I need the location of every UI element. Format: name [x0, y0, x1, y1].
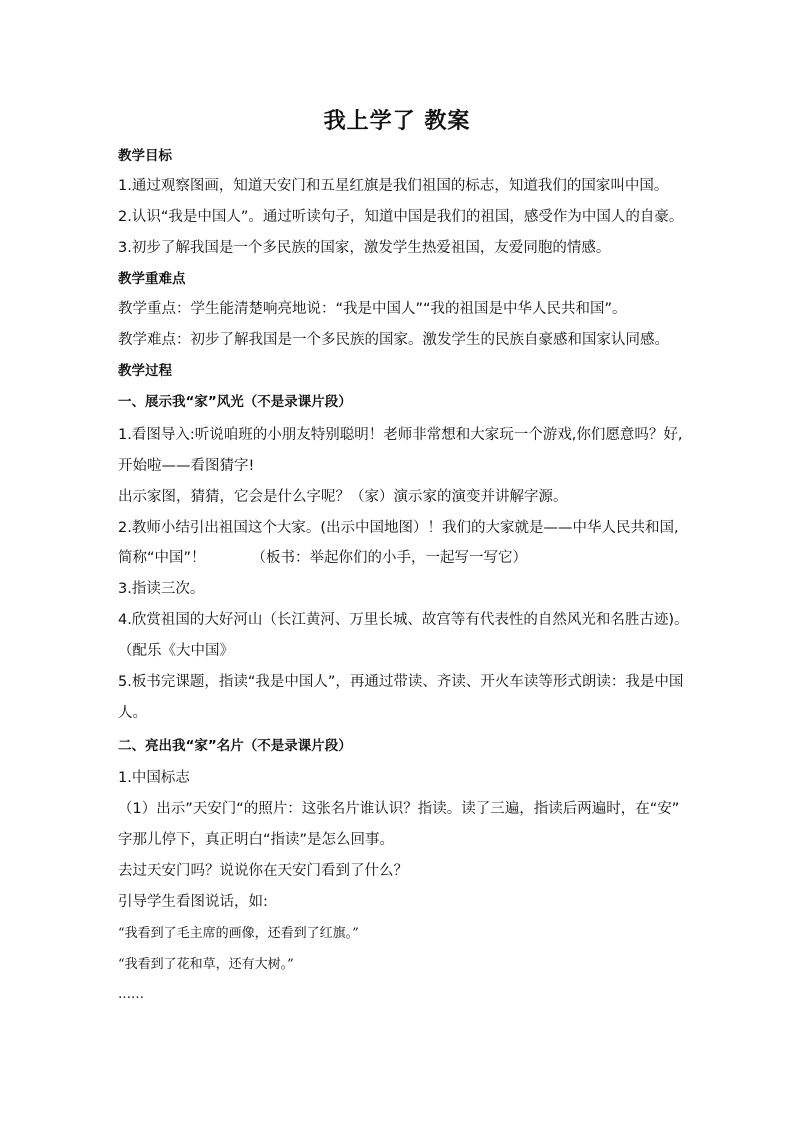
part1-line: 2.教师小结引出祖国这个大家。(出示中国地图）！我们的大家就是——中华人民共和国, [118, 520, 679, 536]
part1-line: 人。 [118, 705, 147, 721]
part2-line: （1）出示”天安门“的照片：这张名片谁认识？指读。读了三遍，指读后两遍时，在“安” [118, 801, 680, 817]
part2-line: 字那儿停下，真正明白“指读”是怎么回事。 [118, 832, 395, 848]
part1-line: 出示家图，猜猜，它会是什么字呢？（家）演示家的演变并讲解字源。 [118, 489, 568, 505]
goal-item: 1.通过观察图画，知道天安门和五星红旗是我们祖国的标志，知道我们的国家叫中国。 [118, 178, 669, 194]
part2-line: 1.中国标志 [118, 770, 190, 786]
focus-item: 教学难点：初步了解我国是一个多民族的国家。激发学生的民族自豪感和国家认同感。 [118, 332, 669, 348]
part2-line: 去过天安门吗？说说你在天安门看到了什么？ [118, 863, 408, 879]
focus-item: 教学重点：学生能清楚响亮地说：“我是中国人”“我的祖国是中华人民共和国”。 [118, 301, 627, 317]
goals-heading: 教学目标 [118, 148, 172, 164]
part1-line: 5.板书完课题，指读“我是中国人”，再通过带读、齐读、开火车读等形式朗读：我是中国 [118, 674, 684, 690]
part2-quote: “我看到了毛主席的画像，还看到了红旗。” [118, 926, 359, 941]
process-heading: 教学过程 [118, 363, 172, 379]
part1-line: 4.欣赏祖国的大好河山（长江黄河、万里长城、故宫等有代表性的自然风光和名胜古迹)。 [118, 612, 689, 628]
focus-heading: 教学重难点 [118, 271, 186, 287]
part2-line: 引导学生看图说话，如: [118, 894, 268, 910]
part2-quote: “我看到了花和草，还有大树。” [118, 957, 294, 972]
part2-ellipsis: …… [118, 987, 144, 1002]
part1-line: （配乐《大中国》 [118, 643, 234, 659]
goal-item: 3.初步了解我国是一个多民族的国家，激发学生热爱祖国，友爱同胞的情感。 [118, 240, 611, 256]
part1-line: 1.看图导入:听说咱班的小朋友特别聪明！老师非常想和大家玩一个游戏,你们愿意吗？好, [118, 427, 683, 443]
page-title: 我上学了 教案 [323, 109, 471, 134]
part1-line: 开始啦——看图猜字! [118, 458, 255, 474]
part1-line-text: 简称“中国”！ [118, 550, 206, 566]
part2-heading: 二、亮出我“家”名片（不是录课片段） [118, 738, 352, 754]
part1-line: 3.指读三次。 [118, 581, 205, 597]
part1-line [118, 548, 527, 568]
board-note: （板书：举起你们的小手，一起写一写它） [251, 550, 528, 566]
goal-item: 2.认识“我是中国人”。通过听读句子，知道中国是我们的祖国，感受作为中国人的自豪。 [118, 209, 684, 225]
part1-heading: 一、展示我“家”风光（不是录课片段） [118, 394, 352, 410]
